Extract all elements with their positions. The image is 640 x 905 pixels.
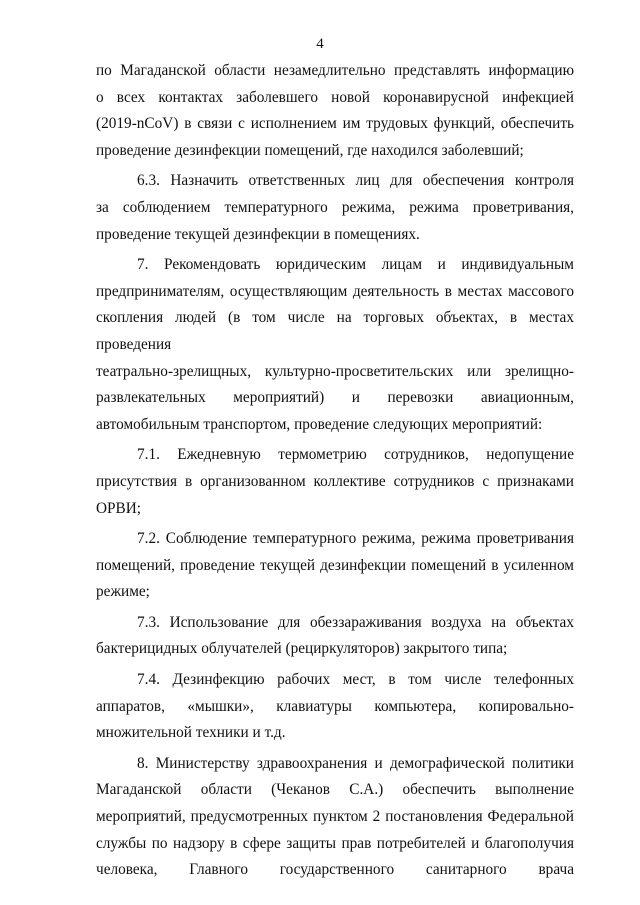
text-line: театрально-зрелищных, культурно-просветительских или зрелищно- — [96, 362, 574, 380]
text-line: присутствия в организованном коллективе сотрудников с признаками — [96, 472, 574, 490]
text-line: за соблюдением температурного режима, режима проветривания, — [96, 198, 574, 216]
text-line: аппаратов, «мышки», клавиатуры компьютера, копировально- — [96, 697, 574, 715]
text-line: о всех контактах заболевшего новой коронавирусной инфекцией — [96, 88, 574, 106]
paragraph-7-2 — [96, 526, 574, 606]
text-line: человека, Главного государственного санитарного врача — [96, 861, 574, 879]
text-line: Магаданской области (Чеканов С.А.) обеспечить выполнение — [96, 781, 574, 799]
text-line: мероприятий, предусмотренных пунктом 2 постановления Федеральной — [96, 808, 574, 826]
text-line: 7.1. Ежедневную термометрию сотрудников, недопущение — [137, 446, 574, 464]
text-line: автомобильным транспортом, проведение следующих мероприятий: — [96, 415, 543, 433]
text-line: множительной техники и т.д. — [96, 724, 286, 742]
paragraph-8 — [96, 751, 574, 884]
text-line: службы по надзору в сфере защиты прав потребителей и благополучия — [96, 834, 574, 852]
text-line: ОРВИ; — [96, 499, 142, 517]
paragraph-6-3 — [96, 168, 574, 248]
text-line: помещений, проведение текущей дезинфекции помещений в усиленном — [96, 556, 574, 574]
paragraph-7-3 — [96, 610, 574, 663]
text-line: проведение дезинфекции помещений, где находился заболевший; — [96, 141, 524, 159]
page-number: 4 — [316, 36, 324, 52]
paragraph-7 — [96, 252, 574, 438]
text-line: (2019-nCoV) в связи с исполнением им трудовых функций, обеспечить — [96, 115, 574, 133]
paragraph-continuation — [96, 58, 574, 164]
text-line: по Магаданской области незамедлительно представлять информацию — [96, 62, 574, 79]
paragraph-7-4 — [96, 667, 574, 747]
text-line: 7.2. Соблюдение температурного режима, режима проветривания — [137, 530, 574, 548]
text-line: проведение текущей дезинфекции в помещениях. — [96, 225, 420, 243]
text-line: скопления людей (в том числе на торговых объектах, в местах проведения — [96, 309, 574, 353]
text-line: 8. Министерству здравоохранения и демографической политики — [137, 754, 574, 772]
text-line: 7.4. Дезинфекцию рабочих мест, в том числе телефонных — [137, 671, 574, 689]
text-line: 7.3. Использование для обеззараживания воздуха на объектах — [137, 613, 574, 631]
paragraph-7-1 — [96, 442, 574, 522]
text-line: бактерицидных облучателей (рециркуляторов) закрытого типа; — [96, 640, 508, 658]
text-line: режиме; — [96, 583, 150, 601]
text-line: 7. Рекомендовать юридическим лицам и индивидуальным — [137, 256, 574, 274]
text-line: 6.3. Назначить ответственных лиц для обеспечения контроля — [137, 172, 574, 190]
text-line: развлекательных мероприятий) и перевозки авиационным, — [96, 389, 574, 407]
text-line: предпринимателям, осуществляющим деятельность в местах массового — [96, 282, 574, 300]
document-body — [96, 58, 574, 884]
